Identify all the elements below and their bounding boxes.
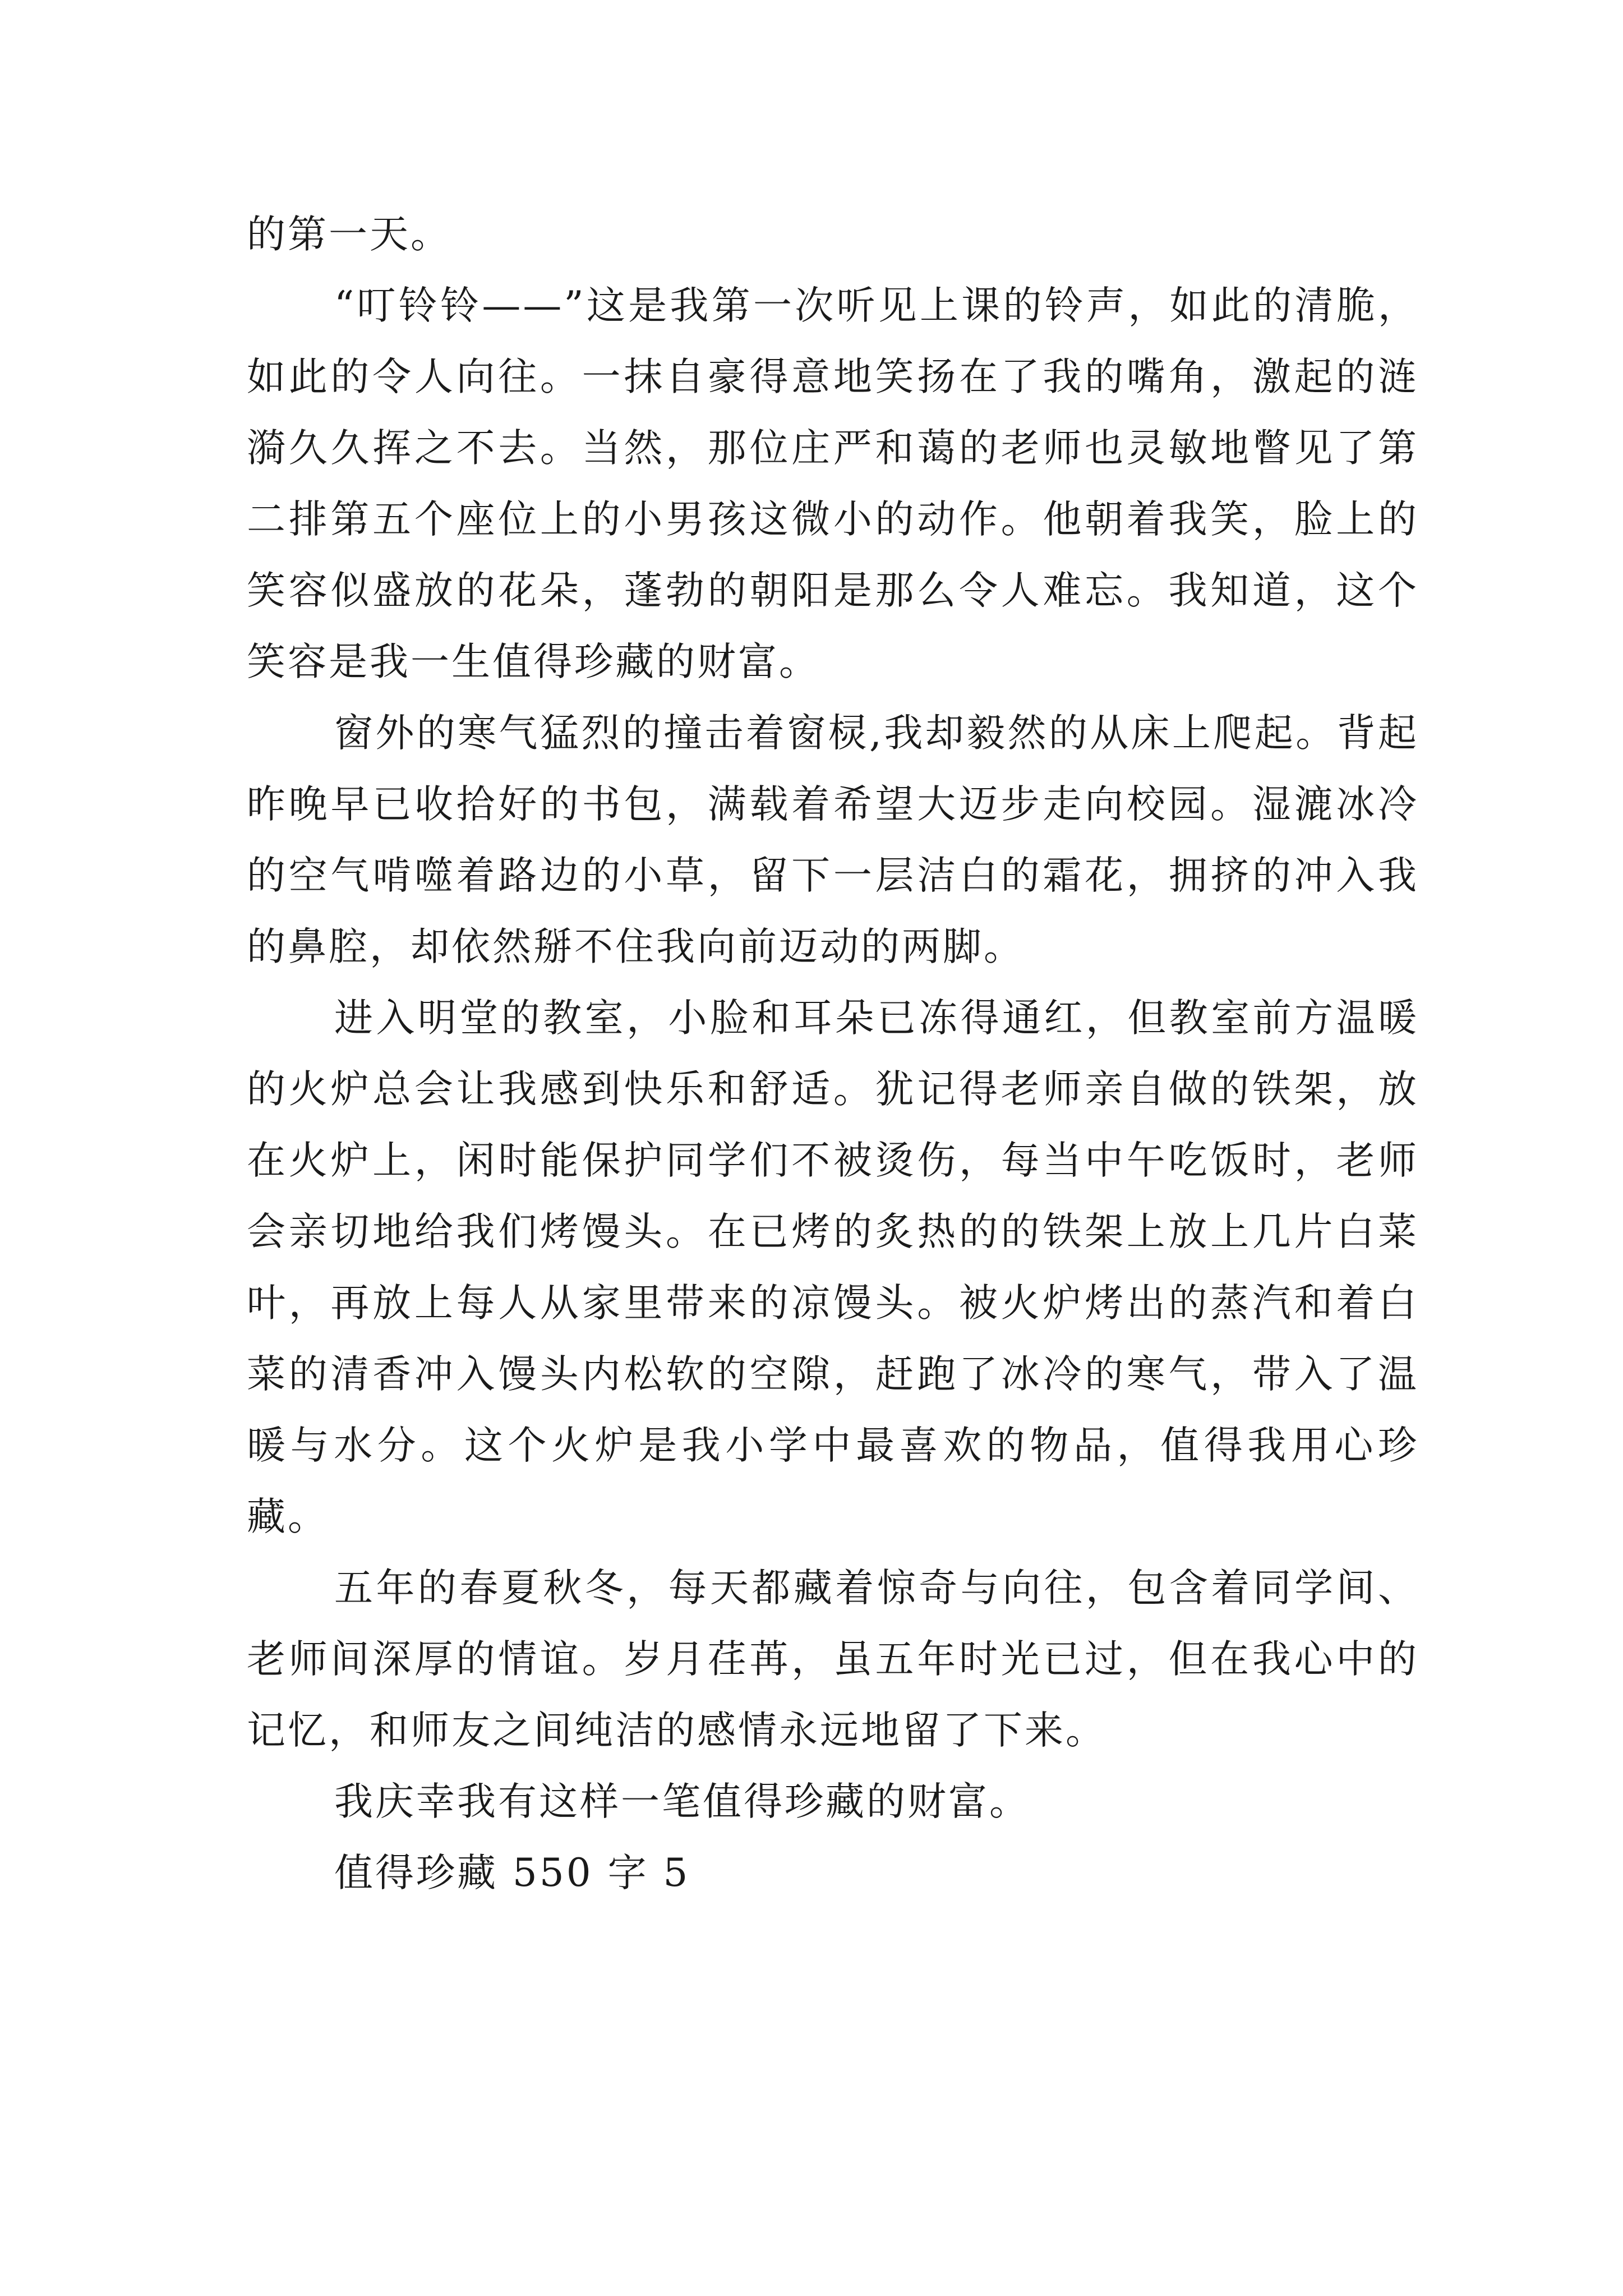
essay-body bbox=[247, 199, 1419, 1909]
paragraph-5: 五年的春夏秋冬，每天都藏着惊奇与向往，包含着同学间、老师间深厚的情谊。岁月荏苒，虽五年时光已过，但在我心中的记忆，和师友之间纯洁的感情永远地留了下来。 bbox=[247, 1566, 1419, 1753]
paragraph-1: 的第一天。 bbox=[247, 212, 451, 257]
paragraph-4: 进入明堂的教室，小脸和耳朵已冻得通红，但教室前方温暖的火炉总会让我感到快乐和舒适。犹记得老师亲自做的铁架，放在火炉上，闲时能保护同学们不被烫伤，每当中午吃饭时，老师会亲切地给我们烤馒头。在已烤的炙热的的铁架上放上几片白菜叶，再放上每人从家里带来的凉馒头。被火炉烤出的蒸汽和着白菜的清香冲入馒头内松软的空隙，赶跑了冰冷的寒气，带入了温暖与水分。这个火炉是我小学中最喜欢的物品，值得我用心珍藏。 bbox=[247, 996, 1419, 1539]
paragraph-3: 窗外的寒气猛烈的撞击着窗棂,我却毅然的从床上爬起。背起昨晚早已收拾好的书包，满载着希望大迈步走向校园。湿漉冰冷的空气啃噬着路边的小草，留下一层洁白的霜花，拥挤的冲入我的鼻腔，却依然掰不住我向前迈动的两脚。 bbox=[247, 711, 1419, 969]
paragraph-2: “叮铃铃——”这是我第一次听见上课的铃声，如此的清脆，如此的令人向往。一抹自豪得意地笑扬在了我的嘴角，激起的涟漪久久挥之不去。当然，那位庄严和蔼的老师也灵敏地瞥见了第二排第五个座位上的小男孩这微小的动作。他朝着我笑，脸上的笑容似盛放的花朵，蓬勃的朝阳是那么令人难忘。我知道，这个笑容是我一生值得珍藏的财富。 bbox=[247, 283, 1419, 684]
paragraph-6: 我庆幸我有这样一笔值得珍藏的财富。 bbox=[334, 1779, 1030, 1824]
section-heading: 值得珍藏 550 字 5 bbox=[334, 1851, 690, 1895]
